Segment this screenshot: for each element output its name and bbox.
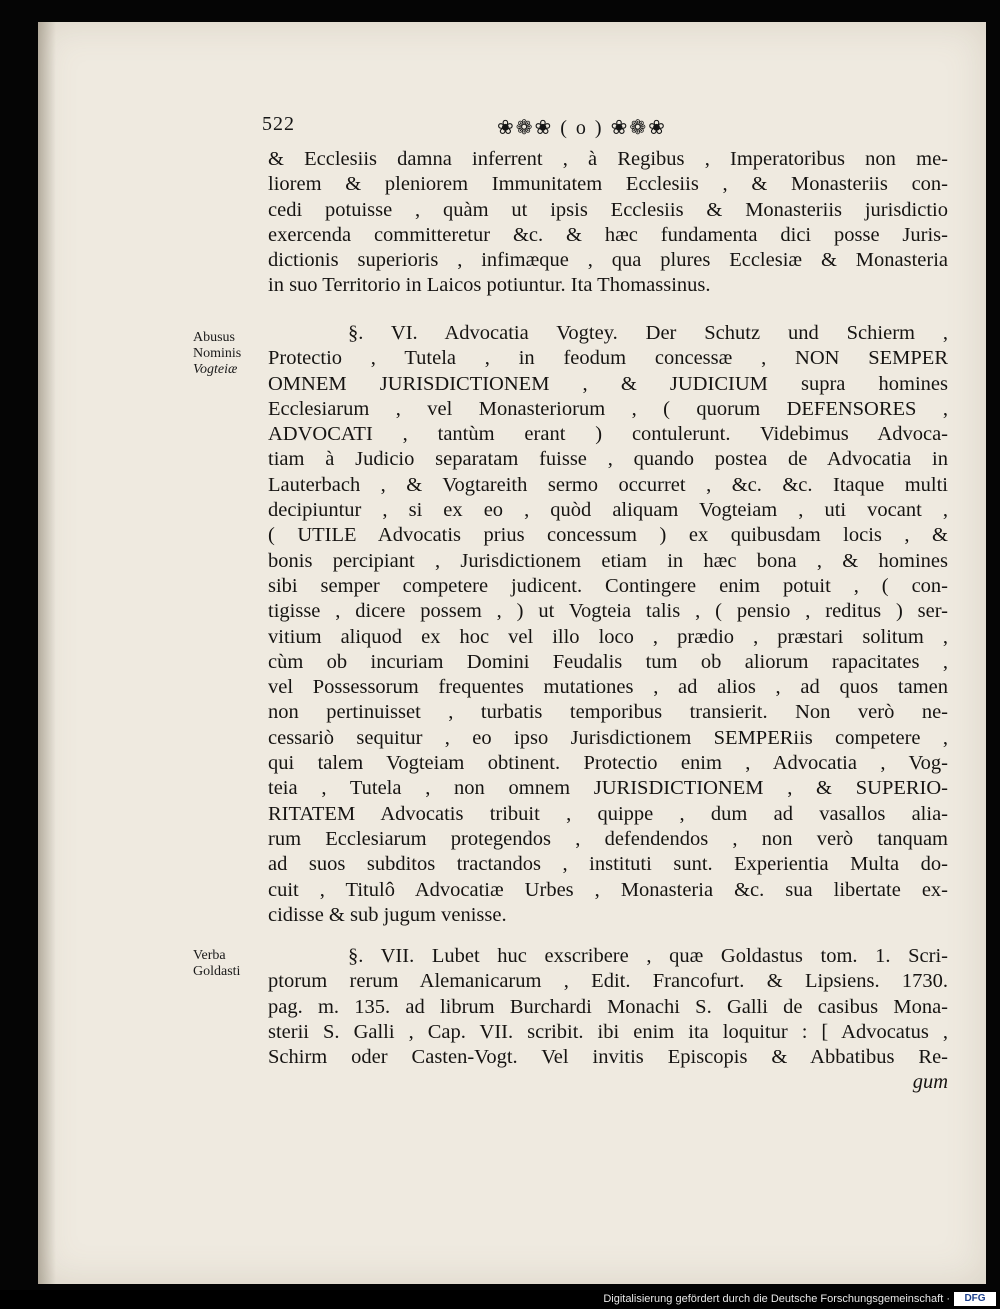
text-line: Lauterbach , & Vogtareith sermo occurret , &c. &c. Itaque multi <box>268 473 948 496</box>
text-line: sibi semper competere judicent. Contingere enim potuit , ( con- <box>268 574 948 597</box>
text-line: Ecclesiarum , vel Monasteriorum , ( quorum DEFENSORES , <box>268 397 948 420</box>
margin-note-line: Abusus <box>193 330 236 345</box>
text-line: OMNEM JURISDICTIONEM , & JUDICIUM supra homines <box>268 372 948 395</box>
margin-note-line: Nominis <box>193 346 242 361</box>
text-line: exercenda committeretur &c. & hæc fundamenta dici posse Juris- <box>268 223 948 246</box>
paragraph-2 <box>268 321 948 928</box>
text-line: bonis percipiant , Jurisdictionem etiam in hæc bona , & homines <box>268 549 948 572</box>
page-header <box>262 113 962 143</box>
text-line: cessariò sequitur , eo ipso Jurisdictionem SEMPERiis competere , <box>268 726 948 749</box>
text-line: Protectio , Tutela , in feodum concessæ , NON SEMPER <box>268 347 948 370</box>
text-line: cuit , Titulô Advocatiæ Urbes , Monasteria &c. sua libertate ex- <box>268 878 948 901</box>
margin-note-line: Verba <box>193 948 226 963</box>
paragraph-3 <box>268 944 948 1096</box>
text-line: tiam à Judicio separatam fuisse , quando postea de Advocatia in <box>268 448 948 471</box>
margin-note-line: Vogteiæ <box>193 362 238 377</box>
paragraph-1 <box>268 147 948 299</box>
text-line: vitium aliquod ex hoc vel illo loco , prædio , præstari solitum , <box>268 625 948 648</box>
text-line: ( UTILE Advocatis prius concessum ) ex quibusdam locis , & <box>268 524 948 547</box>
text-line: qui talem Vogteiam obtinent. Protectio enim , Advocatia , Vog- <box>268 752 948 775</box>
text-line: §. VI. Advocatia Vogtey. Der Schutz und Schierm , <box>348 322 948 344</box>
funding-notice: Digitalisierung gefördert durch die Deutsche Forschungsgemeinschaft · <box>603 1293 950 1305</box>
dfg-logo: DFG <box>954 1292 996 1306</box>
header-ornament: ❀❁❀ ( o ) ❀❁❀ <box>497 117 667 139</box>
text-line: §. VII. Lubet huc exscribere , quæ Goldastus tom. 1. Scri- <box>348 945 948 967</box>
text-line: decipiuntur , si ex eo , quòd aliquam Vogteiam , uti vocant , <box>268 499 948 522</box>
text-line: Schirm oder Casten-Vogt. Vel invitis Episcopis & Abbatibus Re- <box>268 1046 948 1069</box>
text-line: tigisse , dicere possem , ) ut Vogteia talis , ( pensio , reditus ) ser- <box>268 600 948 623</box>
text-line: & Ecclesiis damna inferrent , à Regibus , Imperatoribus non me- <box>268 148 948 170</box>
text-line: liorem & pleniorem Immunitatem Ecclesiis , & Monasteriis con- <box>268 173 948 196</box>
text-line: dictionis superioris , infimæque , qua plures Ecclesiæ & Monasteria <box>268 249 948 272</box>
margin-note-abusus <box>193 330 265 378</box>
text-line: cidisse & sub jugum venisse. <box>268 903 507 926</box>
text-line: ad suos subditos tractandos , instituti sunt. Experientia Multa do- <box>268 853 948 876</box>
text-line: pag. m. 135. ad librum Burchardi Monachi S. Galli de casibus Mona- <box>268 995 948 1018</box>
text-line: sterii S. Galli , Cap. VII. scribit. ibi enim ita loquitur : [ Advocatus , <box>268 1020 948 1043</box>
text-line: in suo Territorio in Laicos potiuntur. Ita Thomassinus. <box>268 274 711 297</box>
text-line: RITATEM Advocatis tribuit , quippe , dum ad vasallos alia- <box>268 802 948 825</box>
footer-bar <box>0 1290 1000 1309</box>
text-line: cedi potuisse , quàm ut ipsis Ecclesiis & Monasteriis jurisdictio <box>268 198 948 221</box>
text-line: ptorum rerum Alemanicarum , Edit. Francofurt. & Lipsiens. 1730. <box>268 970 948 993</box>
catchword: gum <box>912 1071 948 1094</box>
text-line: teia , Tutela , non omnem JURISDICTIONEM , & SUPERIO- <box>268 777 948 800</box>
margin-note-line: Goldasti <box>193 964 241 979</box>
page-gutter-shadow <box>38 22 56 1284</box>
text-line: vel Possessorum frequentes mutationes , ad alios , ad quos tamen <box>268 676 948 699</box>
margin-note-verba <box>193 948 265 980</box>
page-number: 522 <box>262 113 295 135</box>
text-line: non pertinuisset , turbatis temporibus transierit. Non verò ne- <box>268 701 948 724</box>
text-line: cùm ob incuriam Domini Feudalis tum ob aliorum rapacitates , <box>268 650 948 673</box>
text-line: rum Ecclesiarum protegendos , defendendos , non verò tanquam <box>268 827 948 850</box>
text-line: ADVOCATI , tantùm erant ) contulerunt. Videbimus Advoca- <box>268 423 948 446</box>
